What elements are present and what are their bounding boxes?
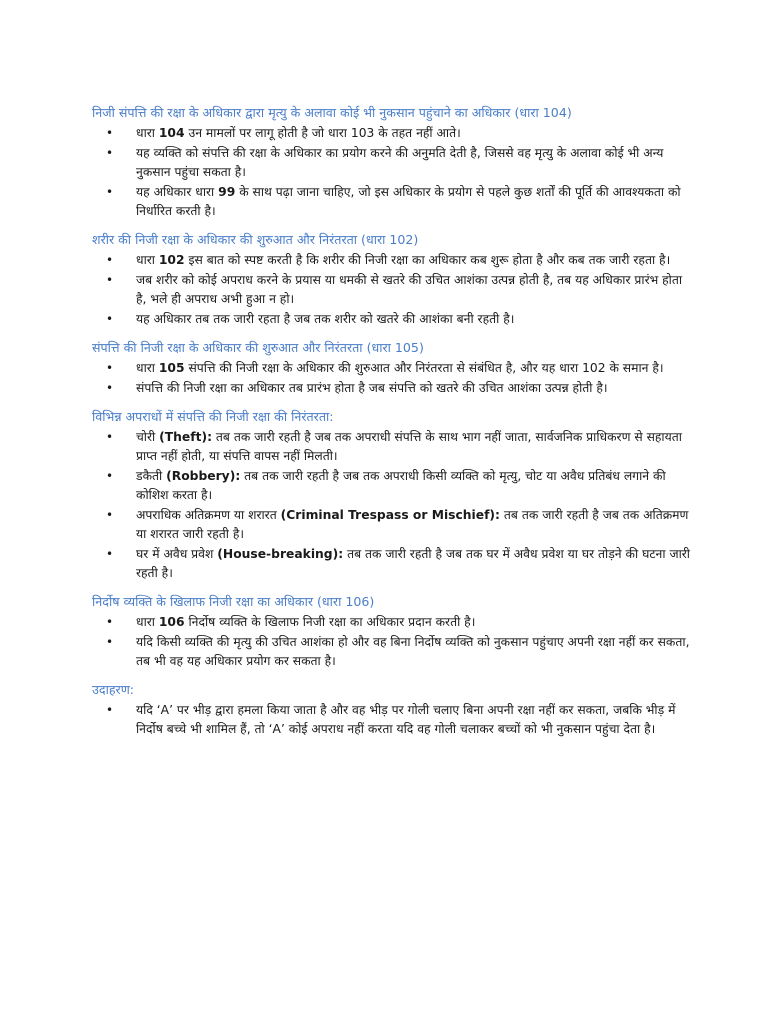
section [92, 680, 692, 739]
bullet-icon: • [106, 273, 114, 287]
item-text: धारा [136, 253, 159, 267]
list-item [92, 701, 692, 739]
bullet-icon: • [106, 703, 114, 717]
item-text-continued: के साथ पढ़ा जाना चाहिए, जो इस अधिकार के प्रयोग से पहले कुछ शर्तों की पूर्ति की आवश्यकता को निर्धारित करती है। [136, 185, 681, 218]
item-text-continued: तब तक जारी रहती है जब तक अतिक्रमण या शरारत जारी रहती है। [136, 508, 689, 541]
item-text: यदि किसी व्यक्ति की मृत्यु की उचित आशंका हो और वह बिना निर्दोष व्यक्ति को नुकसान पहुंचाए अपनी रक्षा नहीं कर सकता, तब भी वह यह अधिकार प्रयोग कर सकता है। [136, 635, 690, 668]
item-text: जब शरीर को कोई अपराध करने के प्रयास या धमकी से खतरे की उचित आशंका उत्पन्न होती है, तब यह अधिकार प्रारंभ होता है, भले ही अपराध अभी हुआ न हो। [136, 273, 683, 306]
list-item [92, 379, 692, 398]
bullet-icon: • [106, 146, 114, 160]
list-item [92, 251, 692, 270]
document-body [92, 103, 692, 748]
item-text: धारा [136, 361, 159, 375]
bullet-list [92, 428, 692, 583]
list-item [92, 310, 692, 329]
list-item [92, 506, 692, 544]
item-bold-text: (Criminal Trespass or Mischief): [280, 508, 500, 522]
list-item [92, 428, 692, 466]
item-text: यह व्यक्ति को संपत्ति की रक्षा के अधिकार का प्रयोग करने की अनुमति देती है, जिससे वह मृत्यु के अलावा कोई भी अन्य नुकसान पहुंचा सकता है। [136, 146, 664, 179]
item-bold-text: 105 [158, 361, 185, 375]
list-item [92, 613, 692, 632]
section [92, 338, 692, 398]
bullet-icon: • [106, 469, 114, 483]
bullet-icon: • [106, 126, 114, 140]
list-item [92, 271, 692, 309]
item-text-continued: तब तक जारी रहती है जब तक घर में अवैध प्रवेश या घर तोड़ने की घटना जारी रहती है। [136, 547, 690, 580]
item-bold-text: 106 [158, 615, 185, 629]
bullet-list [92, 701, 692, 739]
item-bold-text: (Theft): [159, 430, 212, 444]
bullet-list [92, 124, 692, 221]
bullet-list [92, 251, 692, 329]
bullet-icon: • [106, 635, 114, 649]
item-text-continued: निर्दोष व्यक्ति के खिलाफ निजी रक्षा का अधिकार प्रदान करती है। [184, 615, 476, 629]
list-item [92, 144, 692, 182]
bullet-list [92, 613, 692, 671]
item-bold-text: (Robbery): [166, 469, 241, 483]
list-item [92, 183, 692, 221]
section-heading: शरीर की निजी रक्षा के अधिकार की शुरुआत और निरंतरता (धारा 102) [92, 232, 419, 247]
item-text: यह अधिकार धारा [136, 185, 219, 199]
item-text-continued: तब तक जारी रहती है जब तक अपराधी किसी व्यक्ति को मृत्यु, चोट या अवैध प्रतिबंध लगाने की कोशिश करता है। [136, 469, 666, 502]
bullet-icon: • [106, 508, 114, 522]
list-item [92, 359, 692, 378]
list-item [92, 545, 692, 583]
item-text: यह अधिकार तब तक जारी रहता है जब तक शरीर को खतरे की आशंका बनी रहती है। [136, 312, 515, 326]
item-text: धारा [136, 615, 159, 629]
section [92, 407, 692, 583]
bullet-icon: • [106, 430, 114, 444]
bullet-icon: • [106, 361, 114, 375]
bullet-icon: • [106, 253, 114, 267]
item-text-continued: संपत्ति की निजी रक्षा के अधिकार की शुरुआत और निरंतरता से संबंधित है, और यह धारा 102 के समान है। [184, 361, 664, 375]
section-heading: संपत्ति की निजी रक्षा के अधिकार की शुरुआत और निरंतरता (धारा 105) [92, 340, 424, 355]
section-heading: उदाहरण: [92, 682, 135, 697]
bullet-icon: • [106, 615, 114, 629]
item-text: यदि ‘A’ पर भीड़ द्वारा हमला किया जाता है और वह भीड़ पर गोली चलाए बिना अपनी रक्षा नहीं कर सकता, जबकि भीड़ में निर्दोष बच्चे भी शामिल हैं, तो ‘A’ कोई अपराध नहीं करता यदि वह गोली चलाकर बच्चों को भी नुकसान पहुंचा देता है। [136, 703, 676, 736]
section-heading: निर्दोष व्यक्ति के खिलाफ निजी रक्षा का अधिकार (धारा 106) [92, 594, 375, 609]
item-bold-text: 104 [158, 126, 185, 140]
item-text: धारा [136, 126, 159, 140]
bullet-icon: • [106, 381, 114, 395]
item-text-continued: इस बात को स्पष्ट करती है कि शरीर की निजी रक्षा का अधिकार कब शुरू होता है और कब तक जारी रहता है। [184, 253, 671, 267]
item-text: अपराधिक अतिक्रमण या शरारत [136, 508, 281, 522]
item-text-continued: उन मामलों पर लागू होती है जो धारा 103 के तहत नहीं आते। [184, 126, 461, 140]
bullet-icon: • [106, 185, 114, 199]
section [92, 103, 692, 221]
section-heading: विभिन्न अपराधों में संपत्ति की निजी रक्षा की निरंतरता: [92, 409, 334, 424]
bullet-icon: • [106, 312, 114, 326]
bullet-icon: • [106, 547, 114, 561]
item-text: डकैती [136, 469, 167, 483]
list-item [92, 124, 692, 143]
list-item [92, 633, 692, 671]
item-text: चोरी [136, 430, 160, 444]
item-bold-text: (House-breaking): [217, 547, 344, 561]
item-bold-text: 102 [158, 253, 185, 267]
section-heading: निजी संपत्ति की रक्षा के अधिकार द्वारा मृत्यु के अलावा कोई भी नुकसान पहुंचाने का अधिकार (धारा 104) [92, 105, 572, 120]
item-bold-text: 99 [218, 185, 236, 199]
section [92, 592, 692, 671]
item-text: संपत्ति की निजी रक्षा का अधिकार तब प्रारंभ होता है जब संपत्ति को खतरे की उचित आशंका उत्पन्न होती है। [136, 381, 608, 395]
bullet-list [92, 359, 692, 398]
item-text-continued: तब तक जारी रहती है जब तक अपराधी संपत्ति के साथ भाग नहीं जाता, सार्वजनिक प्राधिकरण से सहायता प्राप्त नहीं होती, या संपत्ति वापस नहीं मिलती। [136, 430, 682, 463]
list-item [92, 467, 692, 505]
section [92, 230, 692, 329]
item-text: घर में अवैध प्रवेश [136, 547, 218, 561]
